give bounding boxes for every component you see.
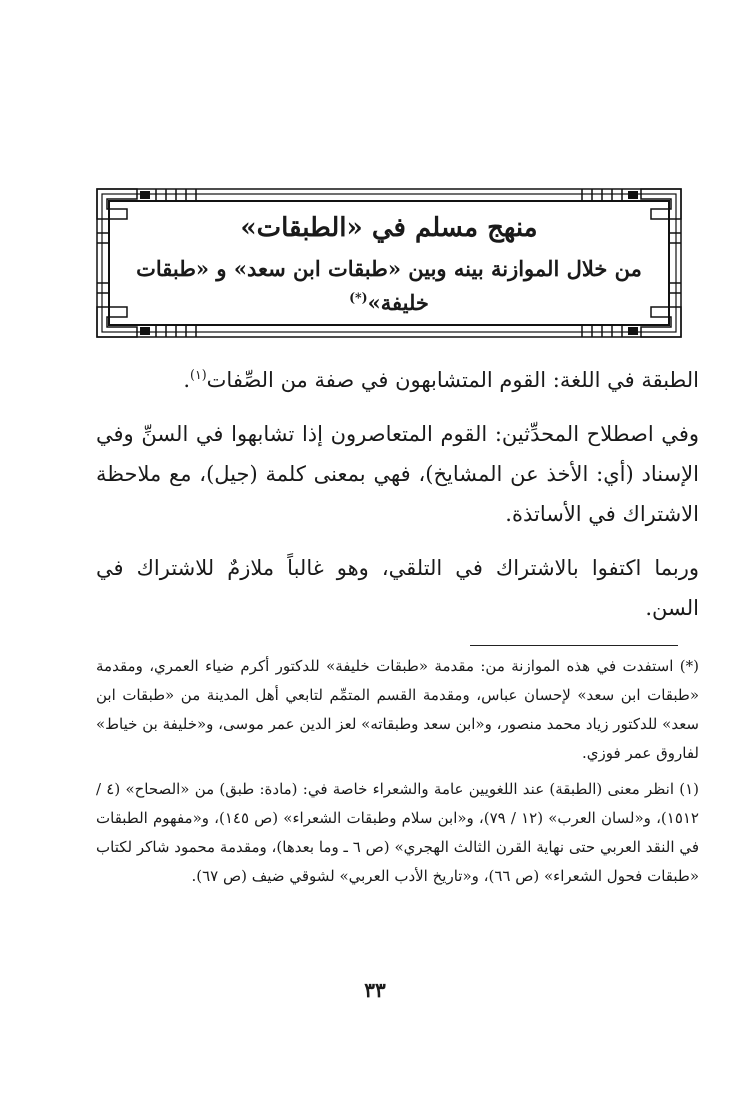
main-text — [96, 360, 699, 636]
footnote-star: (*) استفدت في هذه الموازنة من: مقدمة «طبقات خليفة» للدكتور أكرم ضياء العمري، ومقدمة «طبقات ابن سعد» لإحسان عباس، ومقدمة القسم المتمِّم لتابعي أهل المدينة من «طبقات ابن سعد» للدكتور زياد محمد منصور، و«ابن سعد وطبقاته» لعز الدين عمر موسى، و«خليفة بن خياط» لفاروق عمر فوزي. — [96, 657, 699, 762]
footnote-1: (١) انظر معنى (الطبقة) عند اللغويين عامة والشعراء خاصة في: (مادة: طبق) من «الصحاح» (٤ / ١٥١٢)، و«لسان العرب» (١٢ / ٧٩)، و«ابن سلام وطبقات الشعراء» (ص ١٤٥)، و«مفهوم الطبقات في النقد العربي حتى نهاية القرن الثالث الهجري» (ص ٦ ـ وما بعدها)، ومقدمة محمود شاكر لكتاب «طبقات فحول الشعراء» (ص ٦٦)، و«تاريخ الأدب العربي» لشوقي ضيف (ص ٦٧). — [96, 780, 700, 885]
footnote-marker-star: (*) — [349, 290, 368, 305]
paragraph-definition-hadith: وفي اصطلاح المحدِّثين: القوم المتعاصرون إذا تشابهوا في السنِّ وفي الإسناد (أي: الأخذ عن المشايخ)، فهي بمعنى كلمة (جيل)، مع ملاحظة الاشتراك في الأساتذة. — [96, 422, 699, 526]
paragraph-definition-lang — [96, 360, 699, 400]
subtitle-text: من خلال الموازنة بينه وبين «طبقات ابن سعد» و «طبقات خليفة» — [136, 256, 642, 315]
footnote-marker-1: (١) — [190, 367, 207, 382]
page-number: ٣٣ — [364, 978, 386, 1002]
footnote-separator — [470, 645, 678, 646]
page-title: منهج مسلم في «الطبقات» — [240, 213, 538, 243]
paragraph-1-text: الطبقة في اللغة: القوم المتشابهون في صفة من الصِّفات — [206, 368, 699, 392]
paragraph-1-end: . — [183, 368, 191, 392]
page-subtitle — [126, 252, 652, 320]
paragraph-note: وربما اكتفوا بالاشتراك في التلقي، وهو غالباً ملازمٌ للاشتراك في السن. — [96, 556, 699, 620]
title-block — [126, 188, 652, 338]
footnotes — [96, 652, 699, 898]
title-frame — [96, 188, 682, 338]
